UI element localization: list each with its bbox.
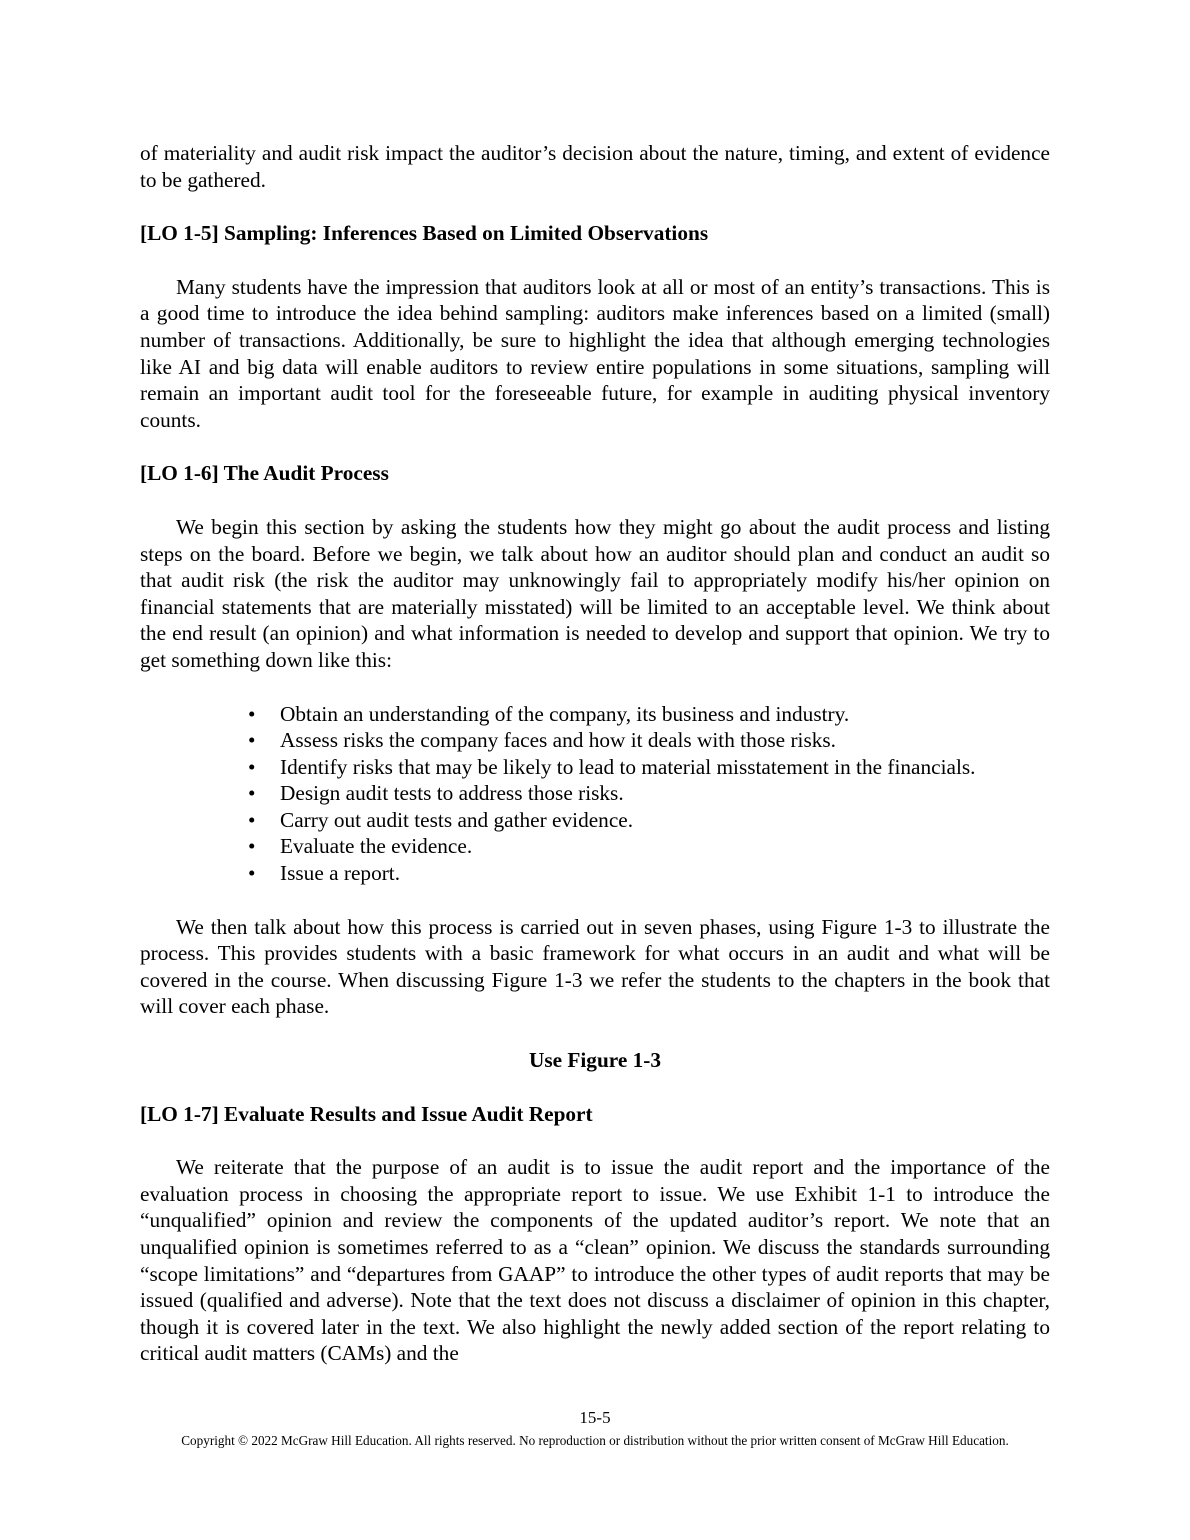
audit-process-paragraph: We begin this section by asking the students how they might go about the audit process and listing steps on the board. Before we begin, we talk about how an auditor should plan and conduct an audit so that audit risk (the risk the auditor may unknowingly fail to appropriately modify his/her opinion on financial statements that are materially misstated) will be limited to an acceptable level. We think about the end result (an opinion) and what information is needed to develop and support that opinion. We try to get something down like this: xyxy=(140,514,1050,672)
list-item: • Assess risks the company faces and how it deals with those risks. xyxy=(248,728,836,753)
list-item: • Issue a report. xyxy=(248,861,401,886)
bullet-icon: • xyxy=(248,728,256,753)
bullet-icon: • xyxy=(248,807,256,832)
audit-steps-list xyxy=(140,701,1050,887)
document-page xyxy=(140,140,1050,1367)
bullet-icon: • xyxy=(248,781,256,806)
list-item: • Obtain an understanding of the company, its business and industry. xyxy=(248,701,850,726)
page-number: 15-5 xyxy=(579,1408,611,1427)
page-footer xyxy=(140,1408,1050,1449)
heading-lo-1-7: [LO 1-7] Evaluate Results and Issue Audit Report xyxy=(140,1101,593,1126)
list-item: • Carry out audit tests and gather evidence. xyxy=(248,807,634,832)
use-figure-heading: Use Figure 1-3 xyxy=(528,1048,662,1073)
list-item: • Identify risks that may be likely to lead to material misstatement in the financials. xyxy=(248,754,976,779)
list-item: • Evaluate the evidence. xyxy=(248,834,473,859)
bullet-icon: • xyxy=(248,754,256,779)
evaluate-paragraph: We reiterate that the purpose of an audit is to issue the audit report and the importance of the evaluation process in choosing the appropriate report to issue. We use Exhibit 1-1 to introduce the “unqualified” opinion and review the components of the updated auditor’s report. We note that an unqualified opinion is sometimes referred to as a “clean” opinion. We discuss the standards surrounding “scope limitations” and “departures from GAAP” to introduce the other types of audit reports that may be issued (qualified and adverse). Note that the text does not discuss a disclaimer of opinion in this chapter, though it is covered later in the text. We also highlight the newly added section of the report relating to critical audit matters (CAMs) and the xyxy=(140,1155,1050,1366)
bullet-icon: • xyxy=(248,834,256,859)
phases-paragraph: We then talk about how this process is carried out in seven phases, using Figure 1-3 to illustrate the process. This provides students with a basic framework for what occurs in an audit and what will be covered in the course. When discussing Figure 1-3 we refer the students to the chapters in the book that will cover each phase. xyxy=(140,914,1050,1019)
intro-continuation-paragraph: of materiality and audit risk impact the auditor’s decision about the nature, timing, and extent of evidence to be gathered. xyxy=(140,141,1050,192)
heading-lo-1-6: [LO 1-6] The Audit Process xyxy=(140,461,389,486)
bullet-icon: • xyxy=(248,861,256,886)
sampling-paragraph: Many students have the impression that auditors look at all or most of an entity’s transactions. This is a good time to introduce the idea behind sampling: auditors make inferences based on a limited (small) number of transactions. Additionally, be sure to highlight the idea that although emerging technologies like AI and big data will enable auditors to review entire populations in some situations, sampling will remain an important audit tool for the foreseeable future, for example in auditing physical inventory counts. xyxy=(140,274,1050,432)
copyright-notice: Copyright © 2022 McGraw Hill Education. All rights reserved. No reproduction or distribution without the prior written consent of McGraw Hill Education. xyxy=(181,1433,1009,1448)
bullet-icon: • xyxy=(248,701,256,726)
heading-lo-1-5: [LO 1-5] Sampling: Inferences Based on Limited Observations xyxy=(140,221,709,246)
list-item: • Design audit tests to address those risks. xyxy=(248,781,624,806)
